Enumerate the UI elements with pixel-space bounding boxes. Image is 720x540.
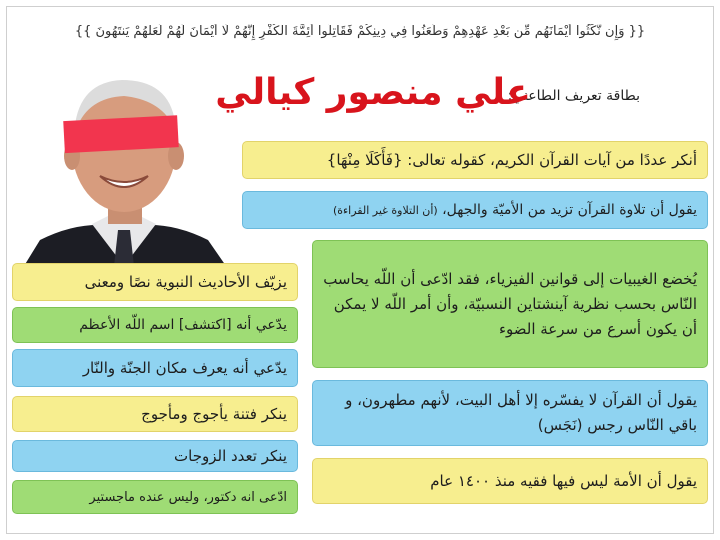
claim-text: أنكر عددًا من آيات القرآن الكريم، كقوله تعالى: {فَأَكَلَا مِنْهَا}	[326, 151, 697, 169]
claim-text: ينكر فتنة يأجوج ومأجوج	[141, 405, 287, 423]
quran-verse: {{ وَإِن نَّكَثُوا أَيْمَانَهُم مِّن بَعْدِ عَهْدِهِمْ وَطَعَنُوا فِي دِينِكُمْ فَقَاتِلُوا أَئِمَّةَ الْكُفْرِ إِنَّهُمْ لَا أَيْمَانَ لَهُمْ لَعَلَّهُمْ يَنتَهُونَ }}	[74, 24, 646, 39]
person-name: علي منصور كيالي	[215, 72, 531, 113]
claim-text	[253, 202, 697, 218]
claim-box	[242, 191, 708, 229]
claim-text: ادّعى انه دكتور، وليس عنده ماجستير	[89, 489, 287, 505]
claim-note: (أن التلاوة غير القراءة)	[332, 204, 438, 217]
claim-box	[12, 263, 298, 301]
portrait-photo	[14, 52, 234, 266]
card-label: بطاقة تعريف الطاعني:	[507, 88, 640, 104]
claim-box	[12, 307, 298, 343]
claim-text: يُخضع الغيبيات إلى قوانين الفيزياء، فقد ادّعى أن اللّه يحاسب النّاس بحسب نظرية آينشتاين النسبيّة، وأن أمر اللّه لا يمكن أن يكون أسرع من سرعة الضوء	[323, 269, 697, 338]
claim-box	[312, 240, 708, 368]
claim-text: ينكر تعدد الزوجات	[174, 447, 287, 465]
claim-text: يدّعي أنه يعرف مكان الجنّة والنّار	[82, 359, 287, 377]
claim-text: يزيّف الأحاديث النبوية نصًا ومعنى	[84, 273, 287, 291]
claim-box	[312, 458, 708, 504]
claim-box	[242, 141, 708, 179]
claim-text: يدّعي أنه [اكتشف] اسم اللّه الأعظم	[79, 317, 287, 333]
claim-box	[12, 440, 298, 472]
claim-box	[12, 349, 298, 387]
claim-text: يقول أن القرآن لا يفسّره إلا أهل البيت، لأنهم مطهرون، و باقي النّاس رجس (نَجَس)	[345, 391, 697, 434]
claim-box	[312, 380, 708, 446]
claim-text: يقول أن الأمة ليس فيها فقيه منذ ١٤٠٠ عام	[430, 472, 697, 490]
claim-main-text: يقول أن تلاوة القرآن تزيد من الأميّة والجهل،	[442, 202, 697, 218]
claim-box	[12, 396, 298, 432]
claim-box	[12, 480, 298, 514]
